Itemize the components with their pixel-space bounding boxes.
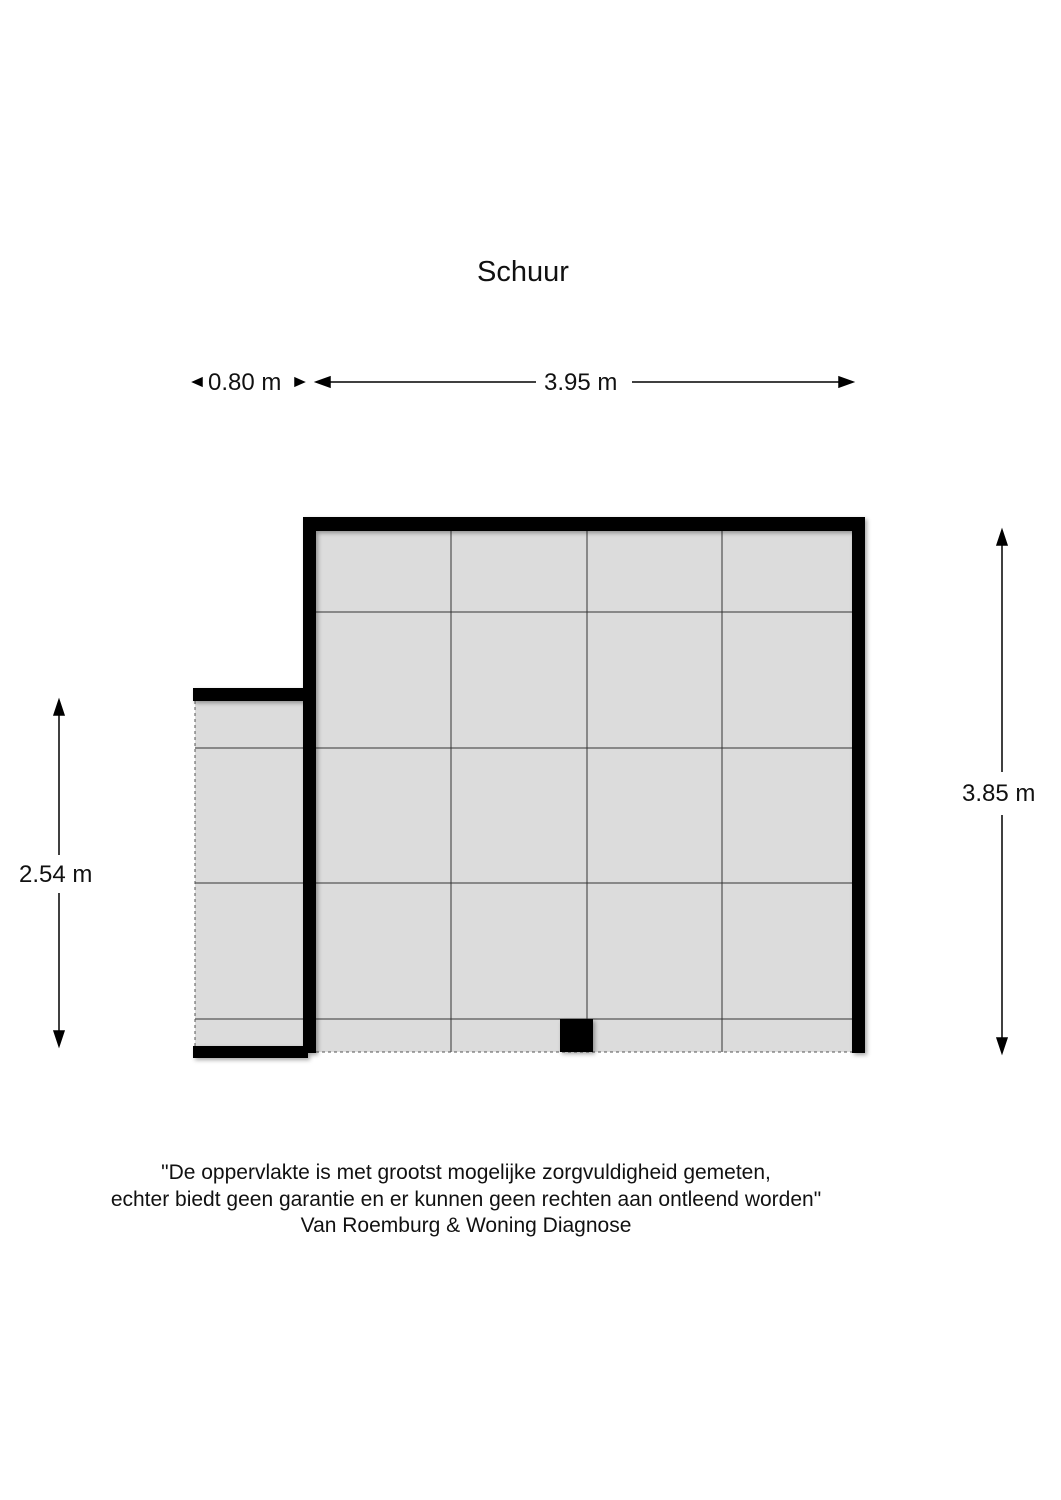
wall-right bbox=[852, 517, 865, 1053]
wall-top bbox=[303, 517, 865, 531]
arrowhead-top-large-left bbox=[316, 377, 330, 387]
wall-annex-top bbox=[193, 688, 307, 701]
arrowhead-left-bottom bbox=[54, 1031, 64, 1046]
wall-annex-bottom bbox=[193, 1046, 308, 1058]
arrowhead-top-large-right bbox=[839, 377, 853, 387]
disclaimer-line-2: echter biedt geen garantie en er kunnen geen rechten aan ontleend worden" bbox=[110, 1188, 822, 1211]
disclaimer-line-3: Van Roemburg & Woning Diagnose bbox=[300, 1214, 632, 1237]
arrowhead-right-top bbox=[997, 530, 1007, 545]
arrowhead-top-small-left bbox=[193, 378, 202, 386]
disclaimer-line-1: "De oppervlakte is met grootst mogelijke zorgvuldigheid gemeten, bbox=[161, 1161, 771, 1184]
column-block bbox=[560, 1019, 593, 1052]
dimension-label-right: 3.85 m bbox=[962, 780, 1036, 807]
annex-floor bbox=[195, 701, 303, 1046]
plan-title: Schuur bbox=[477, 256, 569, 288]
dimension-label-top-small: 0.80 m bbox=[208, 369, 282, 396]
main-room-floor bbox=[316, 531, 852, 1052]
wall-left-main bbox=[303, 517, 316, 1053]
dimension-label-top-large: 3.95 m bbox=[544, 369, 618, 396]
arrowhead-right-bottom bbox=[997, 1038, 1007, 1053]
dimension-label-left: 2.54 m bbox=[19, 861, 93, 888]
arrowhead-top-small-right bbox=[295, 378, 304, 386]
arrowhead-left-top bbox=[54, 700, 64, 715]
